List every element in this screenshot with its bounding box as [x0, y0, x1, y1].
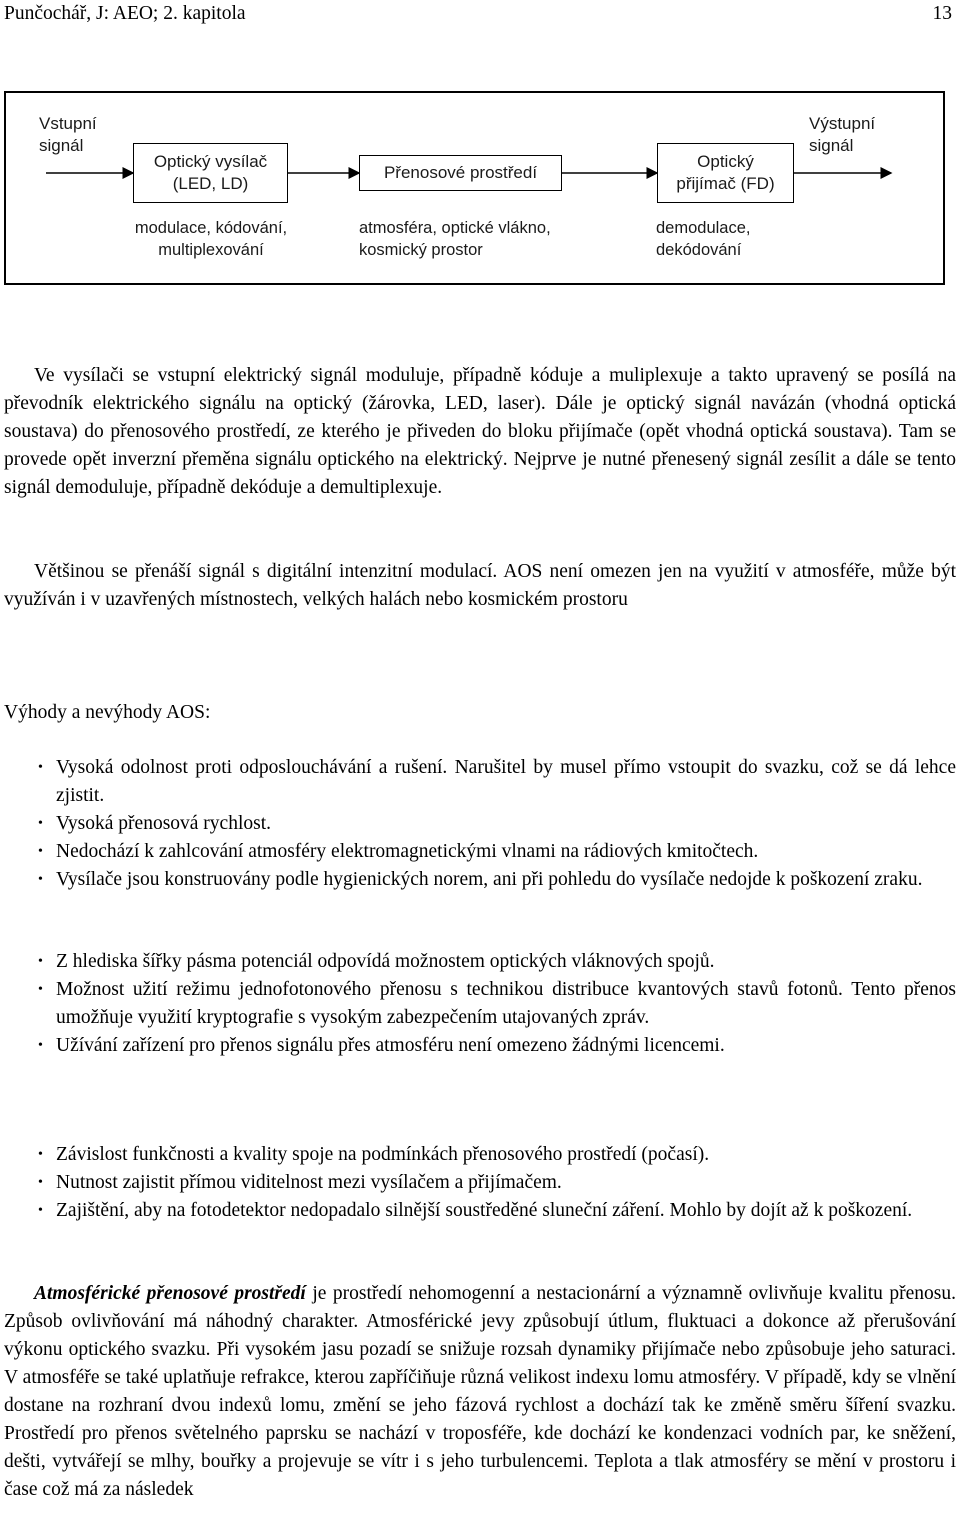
receiver-functions: demodulace, dekódování — [656, 219, 751, 259]
list-item: • Závislost funkčnosti a kvality spoje na podmínkách přenosového prostředí (počasí). — [38, 1141, 956, 1169]
section-heading: Výhody a nevýhody AOS: — [4, 702, 211, 723]
page-number: 13 — [932, 3, 952, 24]
list-item: • Vysoká odolnost proti odposlouchávání a rušení. Narušitel by musel přímo vstoupit do svazku, což se dá lehce zjistit. — [38, 754, 956, 810]
block-diagram — [4, 91, 945, 285]
list-item: • Zajištění, aby na fotodetektor nedopadalo silnější soustředěné sluneční záření. Mohlo by dojít až k poškození. — [38, 1197, 956, 1225]
list-item: • Z hlediska šířky pásma potenciál odpovídá možnostem optických vláknových spojů. — [38, 948, 956, 976]
paragraph-2: Většinou se přenáší signál s digitální intenzitní modulací. AOS není omezen jen na využití v atmosféře, může být využíván i v uzavřených místnostech, velkých halách nebo kosmickém prostoru — [4, 561, 956, 610]
list-item: • Užívání zařízení pro přenos signálu přes atmosféru není omezeno žádnými licencemi. — [38, 1032, 956, 1060]
bullet-icon: • — [38, 844, 43, 859]
transmitter-functions: modulace, kódování, multiplexování — [134, 219, 288, 259]
transmitter-box: Optický vysílač (LED, LD) — [133, 143, 288, 203]
medium-examples: atmosféra, optické vlákno, kosmický prostor — [359, 219, 551, 259]
bullet-icon: • — [38, 1203, 43, 1218]
bullet-icon: • — [38, 760, 43, 775]
list-item: • Vysoká přenosová rychlost. — [38, 810, 956, 838]
advantages-list-b — [38, 948, 956, 1060]
medium-box: Přenosové prostředí — [359, 155, 562, 191]
bullet-icon: • — [38, 954, 43, 969]
output-signal-label: Výstupní signál — [809, 114, 876, 155]
advantages-list-a — [38, 754, 956, 894]
bullet-icon: • — [38, 1147, 43, 1162]
paragraph-final — [4, 1280, 956, 1504]
final-text: je prostředí nehomogenní a nestacionární a významně ovlivňuje kvalitu přenosu. Způsob ovlivňování má náhodný charakter. Atmosférické jevy způsobují útlum, fluktuaci a dokonce až přerušování výkonu optického svazku. Při vysokém jasu pozadí se snižuje rozsah dynamiky přijímače nebo způsobuje jeho saturaci. V atmosféře se také uplatňuje refrakce, kterou zapříčiňuje různá velikost indexu lomu atmosféry. V případě, kdy se vlnění dostane na rozhraní dvou indexů lomu, změní se jeho fázová rychlost a dochází tak ke změně směru šíření svazku. Prostředí pro přenos světelného paprsku se nachází v troposféře, kde dochází ke kondenzaci vodních par, ke sněžení, dešti, vytvářejí se mlhy, bouřky a projevuje se vítr i s jeho turbulencemi. Teplota a tlak atmosféry se mění v prostoru i čase což má za následek — [4, 1283, 956, 1500]
list-item: • Nutnost zajistit přímou viditelnost mezi vysílačem a přijímačem. — [38, 1169, 956, 1197]
list-item: • Možnost užití režimu jednofotonového přenosu s technikou distribuce kvantových stavů fotonů. Tento přenos umožňuje využití kryptografie s vysokým zabezpečením utajovaných zpráv. — [38, 976, 956, 1032]
list-item: • Vysílače jsou konstruovány podle hygienických norem, ani při pohledu do vysílače nedojde k poškození zraku. — [38, 866, 956, 894]
list-item: • Nedochází k zahlcování atmosféry elektromagnetickými vlnami na rádiových kmitočtech. — [38, 838, 956, 866]
receiver-box: Optický přijímač (FD) — [657, 143, 794, 203]
bullet-icon: • — [38, 1175, 43, 1190]
page-header — [4, 0, 952, 26]
bullet-icon: • — [38, 872, 43, 887]
input-signal-label: Vstupní signál — [39, 114, 97, 155]
bullet-icon: • — [38, 1038, 43, 1053]
disadvantages-list — [38, 1141, 956, 1225]
term-atmospheric-medium: Atmosférické přenosové prostředí — [34, 1283, 306, 1304]
bullet-icon: • — [38, 982, 43, 997]
bullet-icon: • — [38, 816, 43, 831]
paragraph-1: Ve vysílači se vstupní elektrický signál moduluje, případně kóduje a muliplexuje a takto upravený se posílá na převodník elektrického signálu na optický (žárovka, LED, laser). Dále je optický signál navázán (vhodná optická soustava) do přenosového prostředí, ze kterého je přiveden do bloku přijímače (opět vhodná optická soustava). Tam se provede opět inverzní přeměna signálu optického na elektrický. Nejprve je nutné přenesený signál zesílit a dále se tento signál demoduluje, případně dekóduje a demultiplexuje. — [4, 365, 956, 498]
header-title: Punčochář, J: AEO; 2. kapitola — [4, 3, 246, 24]
